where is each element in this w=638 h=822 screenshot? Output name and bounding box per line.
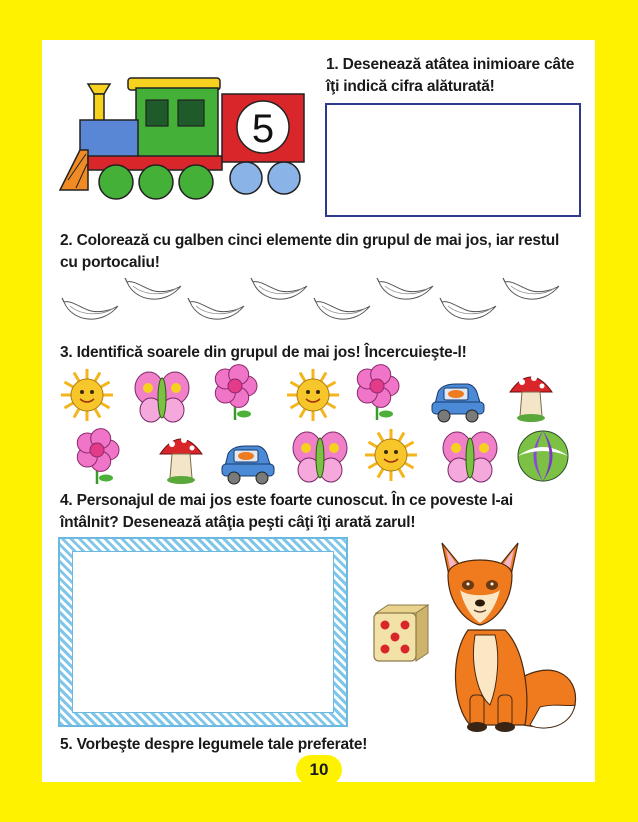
dice-pip	[401, 645, 410, 654]
banana-outline[interactable]	[377, 278, 433, 299]
dice-pip	[381, 621, 390, 630]
butterfly-icon[interactable]	[293, 432, 347, 482]
sun-icon[interactable]	[365, 429, 417, 481]
car-icon[interactable]	[432, 384, 484, 422]
dice-icon	[370, 603, 432, 663]
wheel	[268, 162, 300, 194]
car-icon[interactable]	[222, 446, 274, 484]
banana-outline[interactable]	[440, 298, 496, 319]
task-2-text: 2. Colorează cu galben cinci elemente din grupul de mai jos, iar restul cu portocaliu!	[60, 232, 560, 271]
object-group	[58, 362, 578, 492]
drawing-box-fish[interactable]	[72, 551, 334, 713]
cab-window-left	[146, 100, 168, 126]
banana-outline[interactable]	[188, 298, 244, 319]
dice-pip	[391, 633, 400, 642]
chimney-top	[88, 84, 110, 94]
sun-icon[interactable]	[287, 369, 339, 421]
task-4-text: 4. Personajul de mai jos este foarte cunoscut. În ce poveste l-ai întâlnit? Desenează atâţia peşti câţi îţi arată zarul!	[60, 492, 514, 531]
chimney	[94, 94, 104, 122]
wheel	[179, 165, 213, 199]
banana-group	[58, 270, 568, 330]
flower-icon[interactable]	[357, 365, 399, 420]
task-5-text: 5. Vorbeşte despre legumele tale preferate!	[60, 736, 368, 753]
banana-outline[interactable]	[125, 278, 181, 299]
cab-window-right	[178, 100, 204, 126]
drawing-box-hearts[interactable]	[325, 103, 581, 217]
page-number: 10	[296, 755, 342, 785]
butterfly-icon[interactable]	[443, 432, 497, 482]
dice-pip	[401, 621, 410, 630]
banana-outline[interactable]	[314, 298, 370, 319]
sun-icon[interactable]	[61, 369, 113, 421]
wheel	[139, 165, 173, 199]
task-3-text: 3. Identifică soarele din grupul de mai jos! Încercuieşte-l!	[60, 344, 467, 361]
mushroom-icon[interactable]	[160, 437, 202, 484]
flower-icon[interactable]	[215, 365, 257, 420]
flower-icon[interactable]	[77, 429, 119, 484]
decorative-frame	[58, 537, 348, 727]
task-1-text: 1. Desenează atâtea inimioare câte îţi indică cifra alăturată!	[326, 56, 575, 95]
mushroom-icon[interactable]	[510, 375, 552, 422]
dice-pip	[381, 645, 390, 654]
wheel	[99, 165, 133, 199]
butterfly-icon[interactable]	[135, 372, 189, 422]
ball-icon[interactable]	[518, 431, 568, 481]
train-digit: 5	[251, 107, 275, 151]
wheel	[230, 162, 262, 194]
train-illustration	[58, 72, 310, 202]
fox-illustration	[430, 535, 580, 735]
banana-outline[interactable]	[62, 298, 118, 319]
banana-outline[interactable]	[503, 278, 559, 299]
banana-outline[interactable]	[251, 278, 307, 299]
